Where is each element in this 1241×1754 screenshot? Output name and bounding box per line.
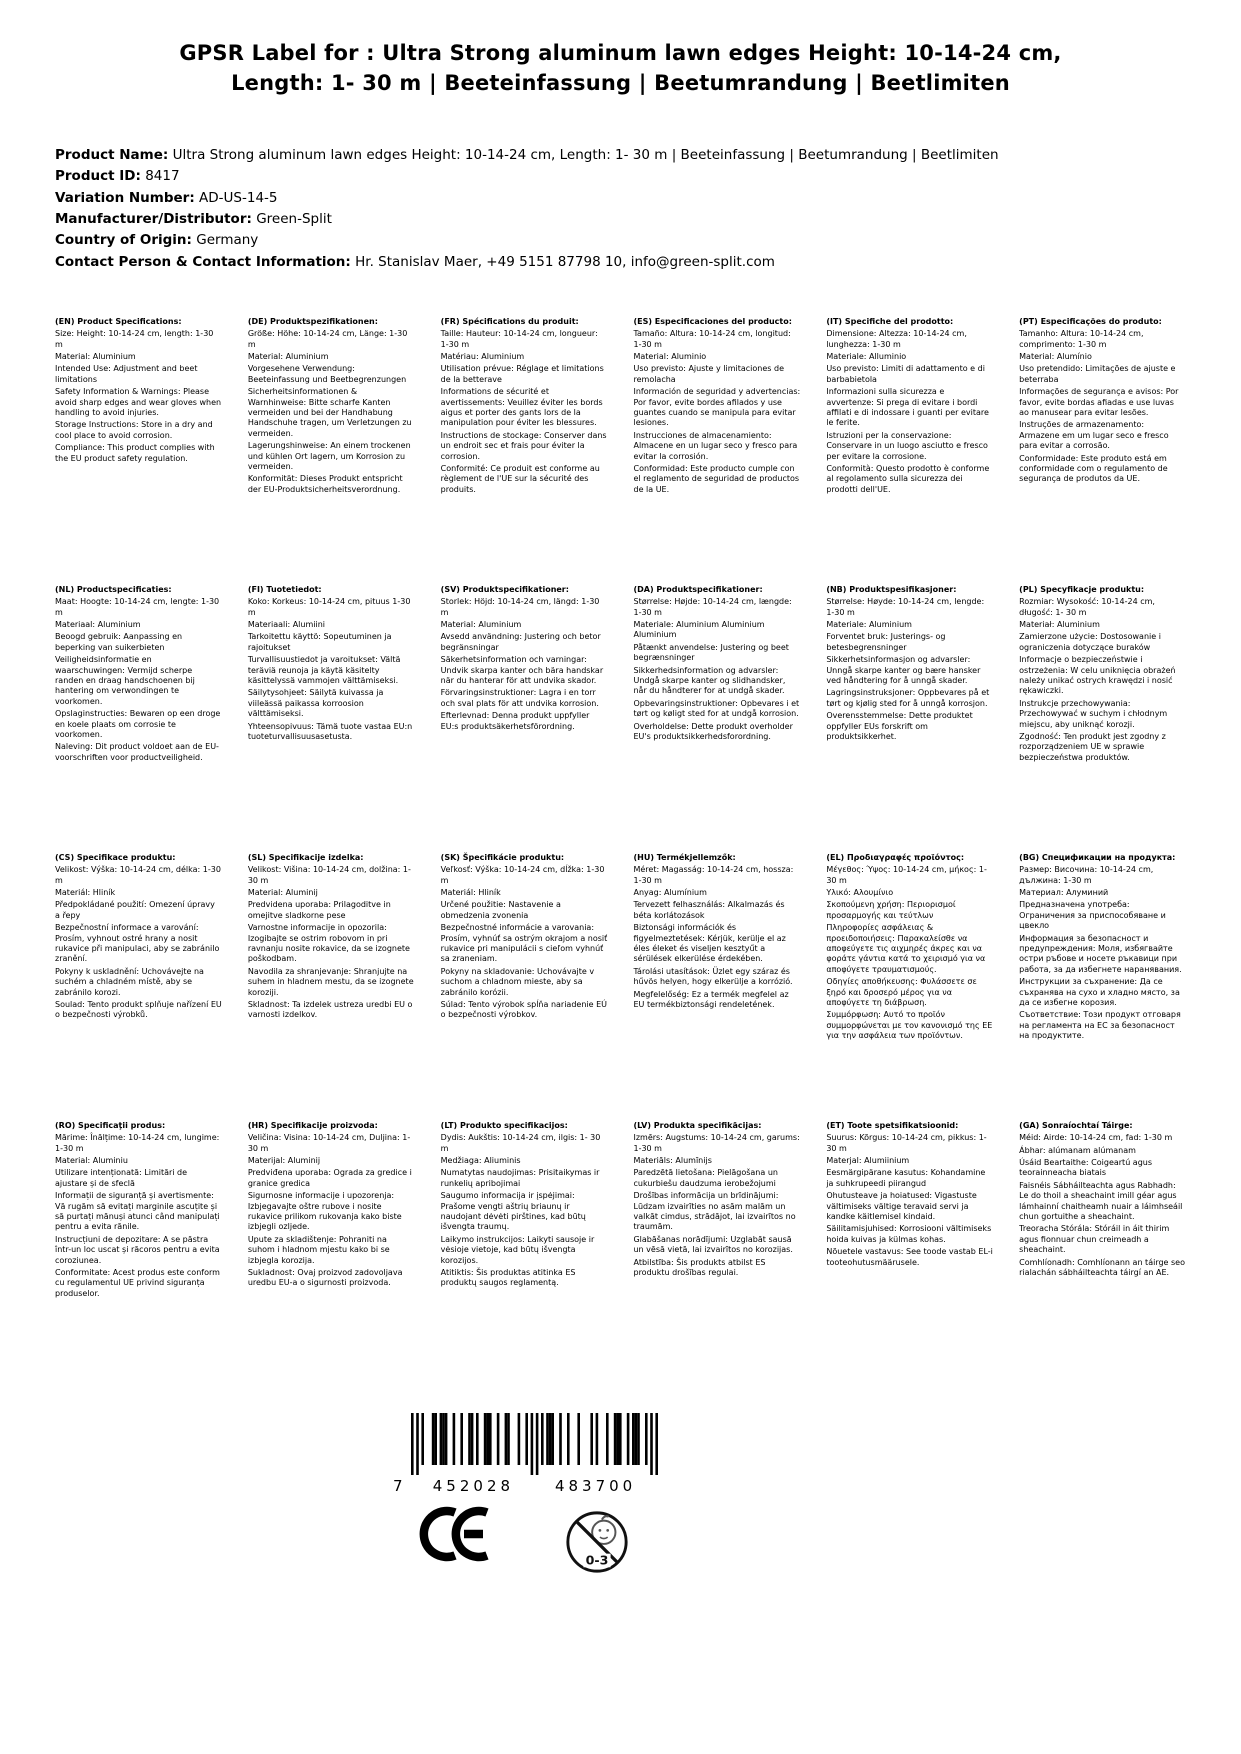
lang-spec-item: Uso pretendido: Limitações de ajuste e beterraba (1019, 364, 1176, 384)
lang-block-sl (248, 853, 415, 1121)
lang-spec-item: Förvaringsinstruktioner: Lagra i en torr och sval plats för att undvika korrosion. (440, 688, 599, 708)
lang-spec-item: Megfelelőség: Ez a termék megfelel az EU termékbiztonsági rendeletének. (633, 989, 789, 1009)
lang-block-hr (248, 1121, 415, 1389)
lang-spec-item: Informazioni sulla sicurezza e avvertenze: Si prega di evitare i bordi affilati e di indossare i guanti per evitare le ferite. (826, 387, 989, 428)
compliance-symbols (55, 1505, 1186, 1579)
lang-spec-item: Οδηγίες αποθήκευσης: Φυλάσσετε σε ξηρό και δροσερό μέρος για να αποφύγετε τη διάβρωση. (826, 977, 977, 1007)
lang-block-lt (441, 1121, 608, 1389)
lang-block-it (826, 317, 993, 585)
lang-spec-item: Instrucciones de almacenamiento: Almacene en un lugar seco y fresco para evitar la corrosión. (633, 430, 798, 461)
barcode-digits: 452028 (432, 1476, 515, 1495)
lang-spec-item: Efterlevnad: Denna produkt uppfyller EU:s produktsäkerhetsförordning. (440, 711, 590, 731)
lang-spec-item: Σκοπούμενη χρήση: Περιορισμοί προσαρμογής και τεύτλων (826, 900, 956, 920)
lang-heading: (PT) Especificações do produto: (1019, 316, 1162, 326)
lang-spec-item: Material: Aluminij (247, 888, 318, 898)
lang-spec-item: Taille: Hauteur: 10-14-24 cm, longueur: 1-30 m (440, 329, 598, 349)
lang-spec-item: Conformité: Ce produit est conforme au règlement de l'UE sur la sécurité des produits. (440, 463, 600, 494)
lang-spec-item: Utilisation prévue: Réglage et limitations de la betterave (440, 364, 604, 384)
lang-spec-item: Size: Height: 10-14-24 cm, length: 1-30 m (55, 329, 214, 349)
lang-spec-item: Atbilstība: Šis produkts atbilst ES produktu drošības regulai. (633, 1257, 766, 1277)
lang-heading: (HR) Specifikacije proizvoda: (247, 1120, 378, 1130)
lang-spec-item: Zgodność: Ten produkt jest zgodny z rozporządzeniem UE w sprawie bezpieczeństwa produktów. (1019, 731, 1166, 762)
lang-heading: (NB) Produktspesifikasjoner: (826, 584, 957, 594)
lang-block-cs (55, 853, 222, 1121)
lang-spec-item: Conformità: Questo prodotto è conforme al regolamento sulla sicurezza dei prodotti dell'UE. (826, 463, 990, 494)
lang-spec-item: Materiāls: Alumīnijs (633, 1156, 712, 1166)
lang-spec-item: Informații de siguranță și avertismente: Vă rugăm să evitați marginile ascuțite și să purtați mănuși atunci când manipulați pentru a evita rănile. (55, 1191, 220, 1232)
lang-spec-item: Varnostne informacije in opozorila: Izogibajte se ostrim robovom in pri ravnanju nosite rokavice, da se izognete poškodbam. (247, 923, 410, 964)
lang-heading: (IT) Specifiche del prodotto: (826, 316, 954, 326)
lang-spec-item: Materiaal: Aluminium (55, 620, 141, 630)
lang-block-nl (55, 585, 222, 853)
lang-spec-item: Tarkoitettu käyttö: Sopeutuminen ja rajoitukset (247, 632, 392, 652)
lang-spec-item: Opbevaringsinstruktioner: Opbevares i et tørt og køligt sted for at undgå korrosion. (633, 698, 800, 719)
lang-spec-item: Lagerungshinweise: An einem trockenen und kühlen Ort lagern, um Korrosion zu vermeiden. (247, 441, 411, 471)
lang-spec-item: Glabāšanas norādījumi: Uzglabāt sausā un vēsā vietā, lai izvairītos no korozijas. (633, 1234, 793, 1255)
lang-spec-item: Intended Use: Adjustment and beet limitations (55, 364, 198, 384)
lang-heading: (ES) Especificaciones del producto: (633, 316, 792, 326)
lang-spec-item: Material: Alumínio (1019, 352, 1092, 362)
lang-spec-item: Material: Aluminium (440, 620, 522, 630)
product-info-row (55, 188, 1186, 209)
lang-heading: (FI) Tuotetiedot: (247, 584, 322, 594)
lang-spec-item: Información de seguridad y advertencias: Por favor, evite bordes afilados y use guantes cuando se manipula para evitar lesiones. (633, 387, 801, 428)
lang-block-el (826, 853, 993, 1121)
barcode-digits: 483700 (554, 1476, 637, 1495)
lang-spec-item: Bezpečnostní informace a varování: Prosím, vyhnout ostré hrany a nosit rukavice při manipulaci, aby se zabránilo zranění. (55, 923, 220, 964)
lang-spec-item: Предназначена употреба: Ограничения за приспособяване и цвекло (1019, 900, 1166, 931)
lang-spec-item: Uso previsto: Limiti di adattamento e di barbabietola (826, 364, 985, 384)
lang-block-da (633, 585, 800, 853)
lang-heading: (NL) Productspecificaties: (55, 584, 172, 594)
lang-spec-item: Dimensione: Altezza: 10-14-24 cm, lunghezza: 1-30 m (826, 329, 967, 349)
lang-spec-item: Laikymo instrukcijos: Laikyti sausoje ir vėsioje vietoje, kad būtų išvengta korozijos. (440, 1234, 595, 1265)
product-info-label: Variation Number: (55, 189, 195, 206)
lang-spec-item: Forventet bruk: Justerings- og betesbegrensninger (826, 632, 946, 652)
lang-heading: (DA) Produktspecifikationer: (633, 584, 763, 594)
lang-spec-item: Sikkerhedsinformation og advarsler: Undgå skarpe kanter og slidhandsker, når du håndterer for at undgå skader. (633, 665, 786, 696)
lang-spec-item: Méret: Magasság: 10-14-24 cm, hossza: 1-30 m (633, 865, 794, 885)
lang-spec-item: Sicherheitsinformationen & Warnhinweise: Bitte scharfe Kanten vermeiden und bei der Handhabung Handschuhe tragen, um Verletzungen zu vermeiden. (247, 387, 412, 438)
page-title: GPSR Label for : Ultra Strong aluminum lawn edges Height: 10-14-24 cm, Length: 1- 30 m | Beeteinfassung | Beetumrandung | Beetlimiten (179, 41, 1062, 96)
lang-spec-item: Bezpečnostné informácie a varovania: Prosím, vyhnúť sa ostrým okrajom a nosiť rukavice pri manipulácii s cieľom vyhnúť sa zraneniam. (440, 923, 608, 964)
lang-spec-item: Navodila za shranjevanje: Shranjujte na suhem in hladnem mestu, da se izognete koroziji. (247, 966, 414, 997)
lang-spec-item: Maat: Hoogte: 10-14-24 cm, lengte: 1-30 m (55, 597, 220, 617)
lang-spec-item: Veľkosť: Výška: 10-14-24 cm, dĺžka: 1-30 m (440, 865, 605, 885)
lang-spec-item: Určené použitie: Nastavenie a obmedzenia zvonenia (440, 900, 561, 920)
product-info-row (55, 252, 1186, 273)
lang-spec-item: Sukladnost: Ovaj proizvod zadovoljava uredbu EU-a o sigurnosti proizvoda. (247, 1267, 403, 1288)
lang-block-ga (1019, 1121, 1186, 1389)
lang-block-hu (633, 853, 800, 1121)
lang-spec-item: Tamanho: Altura: 10-14-24 cm, comprimento: 1-30 m (1019, 329, 1144, 349)
product-info-value: Germany (196, 232, 259, 249)
lang-heading: (ET) Toote spetsifikatsioonid: (826, 1120, 959, 1130)
lang-spec-item: Material: Aluminiu (55, 1156, 128, 1166)
lang-spec-item: Ábhar: alúmanam alúmanam (1019, 1145, 1136, 1155)
lang-heading: (FR) Spécifications du produit: (440, 316, 579, 326)
lang-block-de (248, 317, 415, 585)
lang-spec-item: Instructions de stockage: Conserver dans un endroit sec et frais pour éviter la corrosion. (440, 430, 607, 461)
lang-spec-item: Matériau: Aluminium (440, 352, 525, 362)
lang-spec-item: Materiál: Hliník (55, 888, 116, 898)
lang-heading: (PL) Specyfikacje produktu: (1019, 584, 1145, 594)
lang-spec-item: Lagringsinstruksjoner: Oppbevares på et tørt og kjølig sted for å unngå korrosjon. (826, 688, 990, 708)
lang-block-sk (441, 853, 608, 1121)
lang-block-nb (826, 585, 993, 853)
lang-spec-item: Størrelse: Højde: 10-14-24 cm, længde: 1-30 m (633, 597, 792, 617)
lang-heading: (HU) Termékjellemzők: (633, 852, 736, 862)
lang-spec-item: Koko: Korkeus: 10-14-24 cm, pituus 1-30 m (247, 597, 411, 617)
product-info-row (55, 145, 1186, 166)
lang-spec-item: Materiale: Alluminio (826, 352, 907, 362)
lang-spec-item: Material: Aluminium (247, 352, 329, 362)
lang-heading: (EL) Προδιαγραφές προϊόντος: (826, 852, 965, 862)
lang-block-en (55, 317, 222, 585)
lang-spec-item: Atitiktis: Šis produktas atitinka ES produktų saugos reglamentą. (440, 1267, 576, 1288)
product-info-label: Product ID: (55, 168, 141, 185)
lang-spec-item: Velikost: Višina: 10-14-24 cm, dolžina: 1-30 m (247, 865, 411, 885)
lang-spec-item: Materiale: Aluminium (826, 620, 912, 630)
age-0-3-warning-icon (563, 1505, 631, 1579)
lang-spec-item: Pokyny k uskladnění: Uchovávejte na suchém a chladném místě, aby se zabránilo korozi. (55, 966, 204, 997)
lang-spec-item: Faisnéis Sábháilteachta agus Rabhadh: Le do thoil a sheachaint imill géar agus lámhainní chaitheamh nuair a láimhseáil chun gortuithe a sheachaint. (1019, 1180, 1183, 1221)
lang-spec-item: Instrukcje przechowywania: Przechowywać w suchym i chłodnym miejscu, aby uniknąć korozji. (1019, 698, 1168, 729)
lang-spec-item: Safety Information & Warnings: Please avoid sharp edges and wear gloves when handling to avoid injuries. (55, 387, 222, 417)
lang-spec-item: Veličina: Visina: 10-14-24 cm, Duljina: 1-30 m (247, 1133, 411, 1153)
product-info-row (55, 230, 1186, 251)
lang-heading: (LV) Produkta specifikācijas: (633, 1120, 762, 1130)
product-info-label: Contact Person & Contact Information: (55, 253, 351, 270)
product-info-value: AD-US-14-5 (199, 189, 278, 206)
ce-mark-icon (407, 1505, 491, 1563)
lang-heading: (BG) Спецификации на продукта: (1019, 852, 1176, 862)
lang-spec-item: Rozmiar: Wysokość: 10-14-24 cm, długość: 1- 30 m (1019, 597, 1155, 617)
lang-spec-item: Materiál: Hliník (440, 888, 501, 898)
lang-spec-item: Размер: Височина: 10-14-24 cm, дължина: 1-30 m (1019, 865, 1154, 885)
lang-spec-item: Sikkerhetsinformasjon og advarsler: Unngå skarpe kanter og bære hansker ved håndtering for å unngå skader. (826, 655, 981, 685)
lang-spec-item: Material: Aluminio (633, 352, 707, 362)
lang-spec-item: Anyag: Alumínium (633, 888, 707, 898)
lang-heading: (SK) Špecifikácie produktu: (440, 852, 565, 862)
lang-block-ro (55, 1121, 222, 1389)
lang-spec-item: Materiał: Aluminium (1019, 620, 1100, 630)
lang-spec-item: Upute za skladištenje: Pohraniti na suhom i hladnom mjestu kako bi se izbjegla korozija. (247, 1234, 390, 1265)
lang-spec-item: Съответствие: Този продукт отговаря на регламента на ЕС за безопасност на продуктите. (1019, 1010, 1181, 1041)
lang-spec-item: Eesmärgipärane kasutus: Kohandamine ja suhkrupeedi piirangud (826, 1168, 986, 1188)
lang-spec-item: Tamaño: Altura: 10-14-24 cm, longitud: 1-30 m (633, 329, 791, 349)
lang-spec-item: Yhteensopivuus: Tämä tuote vastaa EU:n tuoteturvallisuusasetusta. (247, 721, 413, 741)
lang-spec-item: Storage Instructions: Store in a dry and cool place to avoid corrosion. (55, 420, 213, 440)
lang-heading: (LT) Produkto specifikacijos: (440, 1120, 568, 1130)
lang-spec-item: Информация за безопасност и предупреждения: Моля, избягвайте остри ръбове и носете ръкавици при работа, за да избегнете наранявания. (1019, 933, 1182, 974)
barcode-svg (385, 1411, 685, 1497)
lang-spec-item: Informacje o bezpieczeństwie i ostrzeżenia: W celu uniknięcia obrażeń należy unikać ostrych krawędzi i nosić rękawiczki. (1019, 655, 1176, 696)
lang-spec-item: Mărime: Înălțime: 10-14-24 cm, lungime: 1-30 m (55, 1133, 220, 1153)
lang-spec-item: Utilizare intenționată: Limitări de ajustare și de sfeclă (55, 1168, 188, 1188)
lang-spec-item: Medžiaga: Aliuminis (440, 1156, 521, 1166)
lang-spec-item: Uso previsto: Ajuste y limitaciones de remolacha (633, 364, 784, 384)
lang-spec-item: Nõuetele vastavus: See toode vastab EL-i tooteohutusmäärusele. (826, 1247, 993, 1267)
lang-spec-item: Συμμόρφωση: Αυτό το προϊόν συμμορφώνεται με τον κανονισμό της ΕΕ για την ασφάλεια των προϊόντων. (826, 1010, 993, 1041)
lang-heading: (SL) Specifikacije izdelka: (247, 852, 364, 862)
lang-block-bg (1019, 853, 1186, 1121)
lang-spec-item: Größe: Höhe: 10-14-24 cm, Länge: 1-30 m (247, 329, 408, 349)
lang-spec-item: Overholdelse: Dette produkt overholder EU's produktsikkerhedsforordning. (633, 721, 793, 741)
lang-heading: (EN) Product Specifications: (55, 316, 182, 326)
lang-spec-item: Úsáid Beartaithe: Coigeartú agus teorainneacha biatais (1019, 1158, 1153, 1178)
lang-spec-item: Predviđena uporaba: Ograda za gredice i granice gredica (247, 1168, 412, 1188)
lang-heading: (DE) Produktspezifikationen: (247, 316, 378, 326)
lang-spec-item: Conformidade: Este produto está em conformidade com o regulamento de segurança de produtos da UE. (1019, 453, 1168, 484)
lang-spec-item: Beoogd gebruik: Aanpassing en beperking van suikerbieten (55, 632, 183, 652)
barcode (385, 1411, 685, 1497)
language-grid (55, 317, 1186, 1389)
lang-spec-item: Πληροφορίες ασφάλειας & προειδοποιήσεις: Παρακαλείσθε να αποφεύγετε τις αιχμηρές άκρες και να φοράτε γάντια κατά το χειρισμό για να αποφύγετε τραυματισμούς. (826, 923, 986, 974)
lang-block-fi (248, 585, 415, 853)
lang-spec-item: Materijal: Aluminij (247, 1156, 321, 1166)
product-info-label: Manufacturer/Distributor: (55, 210, 252, 227)
lang-spec-item: Skladnost: Ta izdelek ustreza uredbi EU o varnosti izdelkov. (247, 999, 413, 1020)
lang-spec-item: Veiligheidsinformatie en waarschuwingen: Vermijd scherpe randen en draag handschoenen bij hantering om verwondingen te voorkomen. (55, 655, 195, 706)
lang-spec-item: Materjal: Alumiinium (826, 1156, 910, 1166)
lang-spec-item: Conformitate: Acest produs este conform cu regulamentul UE privind siguranța produselor. (55, 1267, 220, 1298)
product-info-value: Hr. Stanislav Maer, +49 5151 87798 10, info@green-split.com (355, 253, 775, 270)
lang-spec-item: Treoracha Stórála: Stóráil in áit thirim agus fionnuar chun creimeadh a sheachaint. (1019, 1224, 1170, 1255)
lang-spec-item: Material: Aluminium (55, 352, 136, 362)
lang-spec-item: Naleving: Dit product voldoet aan de EU-voorschriften voor productveiligheid. (55, 742, 219, 762)
lang-spec-item: Sigurnosne informacije i upozorenja: Izbjegavajte oštre rubove i nosite rukavice prilikom rukovanja kako biste izbjegli ozljede. (247, 1191, 402, 1232)
lang-spec-item: Υλικό: Αλουμίνιο (826, 888, 894, 898)
lang-block-pt (1019, 317, 1186, 585)
lang-spec-item: Zamierzone użycie: Dostosowanie i ograniczenia dotyczące buraków (1019, 632, 1161, 652)
lang-block-pl (1019, 585, 1186, 853)
product-info-row (55, 166, 1186, 187)
lang-spec-item: Dydis: Aukštis: 10-14-24 cm, ilgis: 1- 30 m (440, 1133, 601, 1153)
lang-spec-item: Istruzioni per la conservazione: Conservare in un luogo asciutto e fresco per evitare la corrosione. (826, 430, 988, 461)
lang-spec-item: Материал: Алуминий (1019, 888, 1109, 898)
lang-block-es (633, 317, 800, 585)
lang-spec-item: Tárolási utasítások: Üzlet egy száraz és hűvös helyen, hogy elkerülje a korrózió. (633, 966, 793, 987)
lang-spec-item: Vorgesehene Verwendung: Beeteinfassung und Beetbegrenzungen (247, 364, 407, 384)
lang-spec-item: Overensstemmelse: Dette produktet oppfyller EUs forskrift om produktsikkerhet. (826, 711, 973, 741)
lang-spec-item: Ohutusteave ja hoiatused: Vigastuste vältimiseks vältige teravaid servi ja kandke käitlemisel kindaid. (826, 1191, 977, 1221)
product-info-label: Product Name: (55, 146, 169, 163)
lang-spec-item: Izmērs: Augstums: 10-14-24 cm, garums: 1-30 m (633, 1133, 800, 1153)
lang-spec-item: Comhlíonadh: Comhlíonann an táirge seo rialachán sábháilteachta táirgí an AE. (1019, 1257, 1185, 1277)
lang-spec-item: Storlek: Höjd: 10-14-24 cm, längd: 1-30 m (440, 597, 600, 617)
lang-spec-item: Predvidena uporaba: Prilagoditve in omejitve sladkorne pese (247, 900, 391, 920)
lang-block-fr (441, 317, 608, 585)
lang-block-et (826, 1121, 993, 1389)
lang-spec-item: Turvallisuustiedot ja varoitukset: Vältä teräviä reunoja ja käytä käsitelty käsittelyssä vammojen välttämiseksi. (247, 655, 401, 685)
lang-heading: (CS) Specifikace produktu: (55, 852, 176, 862)
lang-spec-item: Instrucțiuni de depozitare: A se păstra într-un loc uscat și răcoros pentru a evita coroziunea. (55, 1234, 220, 1265)
product-info-label: Country of Origin: (55, 232, 192, 249)
lang-spec-item: Paredzētā lietošana: Pielāgošana un cukurbiešu daudzuma ierobežojumi (633, 1168, 778, 1188)
lang-spec-item: Säilytysohjeet: Säilytä kuivassa ja viileässä paikassa korroosion välttämiseksi. (247, 688, 384, 719)
lang-spec-item: Tervezett felhasználás: Alkalmazás és béta korlátozások (633, 900, 785, 920)
lang-spec-item: Materiaali: Alumiini (247, 620, 325, 630)
lang-spec-item: Pokyny na skladovanie: Uchovávajte v suchom a chladnom mieste, aby sa zabránilo korózii. (440, 966, 595, 997)
lang-spec-item: Påtænkt anvendelse: Justering og beet begrænsninger (633, 642, 789, 663)
lang-spec-item: Materiale: Aluminium Aluminium Aluminium (633, 620, 765, 640)
lang-spec-item: Súlad: Tento výrobok spĺňa nariadenie EÚ o bezpečnosti výrobkov. (440, 999, 608, 1020)
lang-spec-item: Säkerhetsinformation och varningar: Undvik skarpa kanter och bära handskar när du hanterar för att undvika skador. (440, 655, 604, 685)
product-info-value: Ultra Strong aluminum lawn edges Height: 10-14-24 cm, Length: 1- 30 m | Beeteinfassung | Beetumrandung | Beetlimiten (172, 146, 999, 163)
product-info-value: 8417 (145, 168, 180, 185)
lang-spec-item: Biztonsági információk és figyelmeztetések: Kérjük, kerülje el az éles éleket és viseljen kesztyűt a sérülések elkerülése érdekében. (633, 923, 786, 964)
lang-spec-item: Numatytas naudojimas: Prisitaikymas ir runkelių apribojimai (440, 1168, 600, 1188)
lang-heading: (SV) Produktspecifikationer: (440, 584, 569, 594)
lang-heading: (GA) Sonraíochtaí Táirge: (1019, 1120, 1133, 1130)
lang-spec-item: Informations de sécurité et avertissements: Veuillez éviter les bords aigus et porter des gants lors de la manipulation pour éviter les blessures. (440, 387, 603, 428)
lang-spec-item: Předpokládané použití: Omezení úpravy a řepy (55, 900, 215, 920)
lang-spec-item: Conformidad: Este producto cumple con el reglamento de seguridad de productos de la UE. (633, 463, 800, 494)
lang-spec-item: Инструкции за съхранение: Да се съхранява на сухо и хладно място, за да се избегне корозия. (1019, 977, 1180, 1007)
lang-heading: (RO) Specificaţii produs: (55, 1120, 166, 1130)
lang-spec-item: Instruções de armazenamento: Armazene em um lugar seco e fresco para evitar a corrosão. (1019, 420, 1169, 451)
product-info-row (55, 209, 1186, 230)
lang-spec-item: Størrelse: Høyde: 10-14-24 cm, lengde: 1-30 m (826, 597, 985, 617)
lang-spec-item: Velikost: Výška: 10-14-24 cm, délka: 1-30 m (55, 865, 221, 885)
lang-spec-item: Saugumo informacija ir įspėjimai: Prašome vengti aštrių briaunų ir naudojant dėvėti pirštines, kad būtų išvengta traumų. (440, 1191, 586, 1232)
lang-spec-item: Konformität: Dieses Produkt entspricht der EU-Produktsicherheitsverordnung. (247, 474, 403, 494)
lang-spec-item: Méid: Airde: 10-14-24 cm, fad: 1-30 m (1019, 1133, 1173, 1143)
lang-spec-item: Opslaginstructies: Bewaren op een droge en koele plaats om corrosie te voorkomen. (55, 709, 221, 739)
product-info-value: Green-Split (256, 210, 332, 227)
lang-spec-item: Soulad: Tento produkt splňuje nařízení EU o bezpečnosti výrobků. (55, 999, 222, 1020)
lang-spec-item: Compliance: This product complies with the EU product safety regulation. (55, 443, 215, 463)
lang-spec-item: Suurus: Kõrgus: 10-14-24 cm, pikkus: 1-30 m (826, 1133, 987, 1153)
lang-spec-item: Drošības informācija un brīdinājumi: Lūdzam izvairīties no asām malām un valkāt cimdus, strādājot, lai izvairītos no traumām. (633, 1191, 796, 1232)
lang-spec-item: Informações de segurança e avisos: Por favor, evite bordas afiadas e use luvas ao manusear para evitar lesões. (1019, 387, 1179, 417)
age-range-label: 0-3 (585, 1552, 609, 1568)
barcode-digits: 7 (393, 1476, 407, 1495)
product-info-section (55, 145, 1186, 273)
lang-spec-item: Μέγεθος: Ύψος: 10-14-24 cm, μήκος: 1-30 m (826, 865, 987, 885)
lang-spec-item: Avsedd användning: Justering och betor begränsningar (440, 632, 601, 652)
lang-block-sv (441, 585, 608, 853)
lang-block-lv (633, 1121, 800, 1389)
lang-spec-item: Säilitamisjuhised: Korrosiooni vältimiseks hoida kuivas ja külmas kohas. (826, 1224, 992, 1244)
